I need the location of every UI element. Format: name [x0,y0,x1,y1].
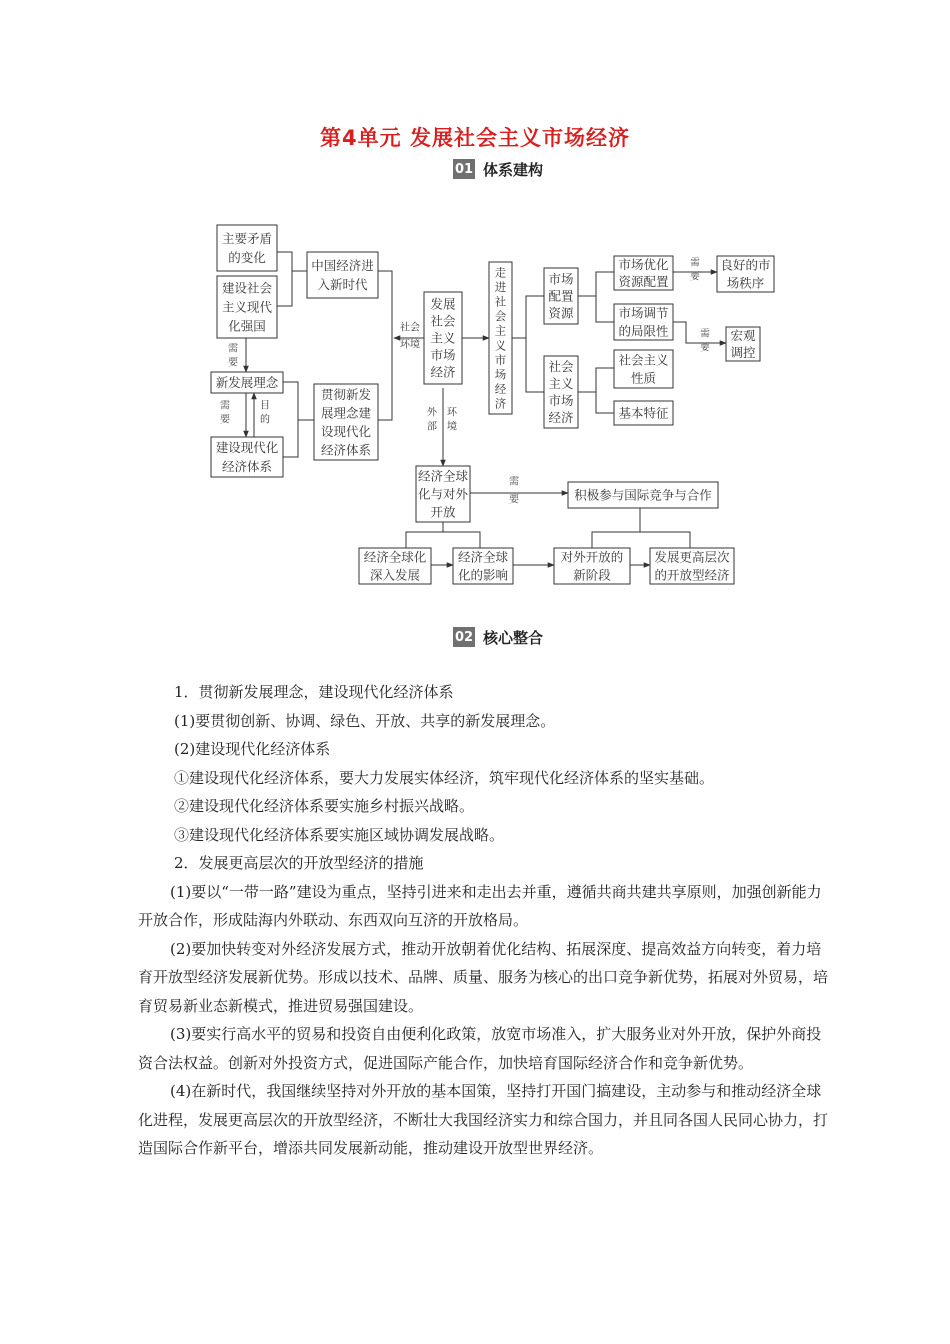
diagram-node-text: 经济 [548,410,574,425]
diagram-node-text: 发展更高层次 [654,549,730,565]
heading-item-2: 2．发展更高层次的开放型经济的措施 [174,854,424,872]
diagram-edge-label-xu1: 需 [690,257,700,269]
diagram-node-text: 走 [494,265,507,280]
diagram-node-text: 新阶段 [573,567,611,583]
diagram-edge-label-xuyao_bottom: 要 [509,494,519,506]
diagram-edge-label-xuyao_mid: 要 [220,414,230,426]
diagram-node-tiaojie [614,304,673,340]
diagram-node-text: 资源配置 [618,274,669,289]
section-number-badge: 02 [453,627,475,647]
diagram-node-hongguan [726,327,760,361]
diagram-node-text: 入新时代 [317,277,368,292]
diagram-node-text: 展理念建 [320,405,372,421]
diagram-node-text: 配置 [548,288,574,304]
diagram-node-text: 市场 [548,271,574,287]
paragraph: (3)要实行高水平的贸易和投资自由便利化政策，放宽市场准入，扩大服务业对外开放，保护外商投资合法权益。创新对外投资方式，促进国际产能合作，加快培育国际经济合作和竞争新优势。 [138,1025,822,1072]
diagram-edge-label-xu2: 需 [700,328,710,340]
diagram-node-text: 化强国 [228,318,266,334]
diagram-node-text: 调控 [730,345,756,360]
diagram-edge-label-huanjing: 环 [447,407,457,419]
diagram-node-text: 对外开放的 [560,549,624,565]
diagram-node-gengao [650,548,734,584]
diagram-node-text: 的开放型经济 [654,567,730,583]
diagram-node-text: 性质 [630,370,657,386]
diagram-node-text: 资源 [548,305,574,321]
diagram-node-text: 化的影响 [457,567,509,583]
paragraph: ①建设现代化经济体系，要大力发展实体经济，筑牢现代化经济体系的坚实基础。 [174,768,715,787]
diagram-node-text: 的变化 [228,250,266,265]
diagram-node-text: 深入发展 [369,567,421,583]
diagram-node-text: 发展 [430,296,456,312]
section-title: 体系建构 [483,160,544,179]
paragraph: (1)要以“一带一路”建设为重点，坚持引进来和走出去并重，遵循共商共建共享原则，加强创新能力开放合作，形成陆海内外联动、东西双向互济的开放格局。 [138,882,822,929]
diagram-edge-label-shehui_huanjing: 环境 [400,339,420,351]
diagram-node-text: 市场优化 [618,257,669,272]
concept-map-diagram [0,0,950,600]
diagram-node-text: 经济 [430,364,456,380]
diagram-node-jiji [568,482,718,508]
diagram-edge-label-huanjing: 境 [447,421,457,433]
diagram-node-jiben [614,401,673,425]
diagram-node-text: 开放 [430,504,456,520]
diagram-node-text: 社会 [430,313,456,329]
paragraph: (2)建设现代化经济体系 [174,740,331,758]
diagram-node-text: 社会 [548,359,574,374]
diagram-node-text: 经济体系 [221,459,273,474]
paragraph: (2)要加快转变对外经济发展方式，推动开放朝着优化结构、拓展深度、提高效益方向转变，着力培育开放型经济发展新优势。形成以技术、品牌、质量、服务为核心的出口竞争新优势，拓展对外贸易，培育贸易新业态新模式，推进贸易强国建设。 [138,939,829,1015]
diagram-node-text: 市场 [430,347,456,363]
diagram-node-text: 主 [494,323,507,338]
diagram-node-zoujin [489,262,512,414]
paragraph: ②建设现代化经济体系要实施乡村振兴战略。 [174,797,475,815]
diagram-node-text: 社会主义 [618,352,669,368]
diagram-node-text: 设现代化 [320,423,372,439]
diagram-node-text: 经济体系 [320,442,372,458]
paragraph: ③建设现代化经济体系要实施区域协调发展战略。 [174,825,505,844]
diagram-edge-label-shehui_huanjing: 社会 [400,322,420,334]
diagram-node-text: 贯彻新发 [320,386,372,402]
diagram-node-text: 主义 [548,376,574,391]
diagram-node-text: 建设社会 [221,280,273,296]
diagram-edge-label-xuyao_left: 需 [228,343,238,355]
diagram-edge-label-xuyao_mid: 需 [220,400,230,412]
diagram-node-zhuyao [217,225,277,271]
diagram-edge-label-xuyao_left: 要 [228,357,238,369]
diagram-node-shichang_peizhi [544,268,578,324]
diagram-node-text: 经 [494,382,507,397]
page-title: 第4单元 发展社会主义市场经济 [320,126,630,150]
diagram-node-text: 场 [494,367,507,382]
diagram-edge-label-mudi: 目 [260,400,270,412]
diagram-node-text: 基本特征 [618,405,669,421]
diagram-node-zhongguo [307,252,378,298]
diagram-node-fazhan [424,292,462,384]
diagram-edge-label-xu2: 要 [700,342,710,354]
diagram-node-shzy_xz [614,350,673,388]
section-title: 核心整合 [483,628,544,647]
diagram-edge-label-xu1: 要 [690,271,700,283]
diagram-node-text: 主义 [430,330,456,346]
diagram-node-shzy_sc [544,356,578,428]
diagram-node-text: 市场 [548,393,574,408]
section-number-badge: 01 [453,159,475,179]
diagram-node-jianshe [217,276,277,338]
diagram-node-text: 经济全球 [417,468,469,484]
diagram-node-text: 中国经济进 [311,258,374,273]
paragraph: (1)要贯彻创新、协调、绿色、开放、共享的新发展理念。 [174,711,556,730]
diagram-node-text: 良好的市 [720,257,771,273]
diagram-node-shenru [359,548,431,584]
diagram-node-text: 积极参与国际竞争与合作 [574,487,712,503]
diagram-node-youhua [614,256,673,290]
diagram-node-liangha [717,256,774,292]
body-text [138,678,832,1163]
diagram-node-text: 化与对外 [417,486,469,502]
heading-item-1: 1．贯彻新发展理念，建设现代化经济体系 [174,683,454,701]
diagram-edge-label-mudi: 的 [260,414,270,426]
diagram-node-text: 经济全球化 [363,549,427,565]
diagram-node-text: 会 [494,309,507,324]
paragraph: (4)在新时代，我国继续坚持对外开放的基本国策，坚持打开国门搞建设，主动参与和推动经济全球化进程，发展更高层次的开放型经济，不断壮大我国经济实力和综合国力，并且同各国人民同心协力，打造国际合作新平台，增添共同发展新动能，推动建设开放型世界经济。 [138,1082,829,1157]
diagram-node-text: 主义现代 [221,299,273,315]
diagram-node-yingxiang [453,548,513,584]
diagram-node-text: 宏观 [730,328,756,343]
diagram-node-text: 社 [494,294,507,309]
diagram-node-xinfazhan [211,372,283,393]
diagram-node-text: 的局限性 [618,323,669,339]
diagram-node-text: 进 [494,279,507,294]
diagram-edge-label-xuyao_bottom: 需 [509,476,519,488]
diagram-edge-label-waibu: 外 [427,407,437,419]
diagram-node-text: 市场调节 [618,305,669,321]
diagram-node-text: 新发展理念 [215,375,279,390]
diagram-node-text: 义 [494,338,507,353]
diagram-node-guanche [314,384,378,460]
diagram-node-text: 市 [494,352,507,367]
diagram-edge-label-waibu: 部 [427,421,437,433]
diagram-node-text: 济 [494,396,507,411]
diagram-node-quanqiu [416,466,470,522]
diagram-node-text: 经济全球 [457,549,509,565]
diagram-node-text: 场秩序 [726,275,765,291]
diagram-node-xinjieduan [554,548,630,584]
diagram-node-text: 建设现代化 [215,440,279,455]
section-heading-core [453,626,543,648]
diagram-node-xiandaihua [211,437,283,477]
diagram-node-text: 主要矛盾 [221,231,273,246]
